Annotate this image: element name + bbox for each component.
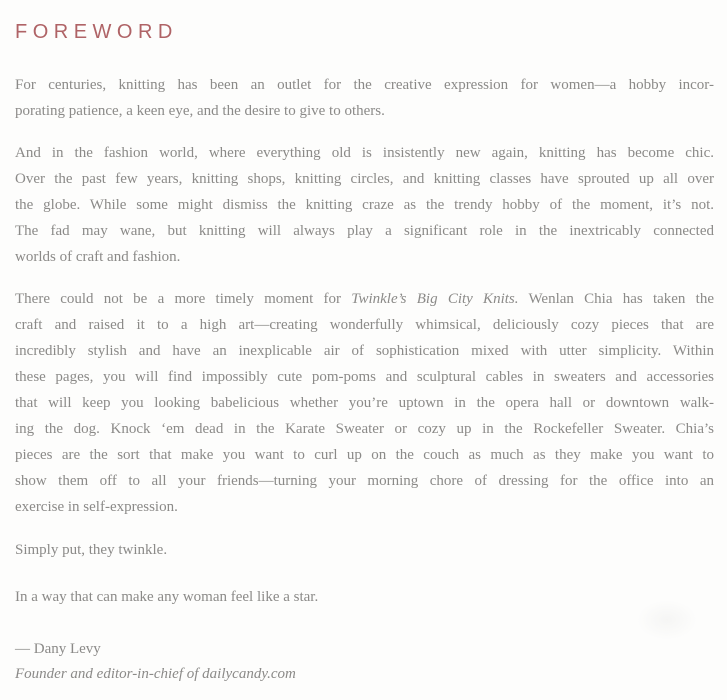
book-title-italic: Twinkle’s Big City Knits. [351, 291, 519, 307]
text-line [15, 468, 714, 494]
text-line [15, 98, 714, 124]
text-run: craft and raised it to a high art—creating wonderfully whimsical, deliciously cozy pieces that are [15, 317, 714, 333]
text-line [15, 166, 714, 192]
text-line [15, 537, 714, 563]
text-run: incredibly stylish and have an inexplicable air of sophistication mixed with utter simplicity. Within [15, 343, 714, 359]
text-line [15, 312, 714, 338]
paragraph-4 [15, 537, 714, 563]
paragraph-5 [15, 584, 714, 610]
paragraph-3 [15, 286, 714, 520]
text-run: The fad may wane, but knitting will always play a significant role in the inextricably connected [15, 223, 714, 239]
text-line [15, 218, 714, 244]
page-title: FOREWORD [15, 21, 178, 43]
text-run: There could not be a more timely moment for [15, 291, 352, 307]
text-run: ing the dog. Knock ‘em dead in the Karate Sweater or cozy up in the Rockefeller Sweater. Chia’s [15, 421, 714, 437]
text-line [15, 364, 714, 390]
text-line [15, 584, 714, 610]
text-run: show them off to all your friends—turning your morning chore of dressing for the office into an [15, 473, 714, 489]
text-run: these pages, you will find impossibly cute pom-poms and sculptural cables in sweaters and accessories [15, 369, 714, 385]
text-line [15, 286, 714, 312]
text-line [15, 390, 714, 416]
text-run: Wenlan Chia has taken the [518, 291, 714, 307]
text-line [15, 72, 714, 98]
text-run: Simply put, they twinkle. [15, 542, 168, 558]
signature-name: — Dany Levy [15, 641, 101, 657]
text-line [15, 244, 714, 270]
text-run: pieces are the sort that make you want to curl up on the couch as much as they make you want to [15, 447, 714, 463]
text-run: the globe. While some might dismiss the knitting craze as the trendy hobby of the moment, it’s not. [15, 197, 714, 213]
foreword-body [15, 72, 714, 610]
text-line [15, 192, 714, 218]
text-run: And in the fashion world, where everything old is insistently new again, knitting has become chic. [15, 145, 714, 161]
text-line [15, 494, 714, 520]
text-run: For centuries, knitting has been an outlet for the creative expression for women—a hobby incor- [15, 77, 714, 93]
text-run: exercise in self-expression. [15, 499, 178, 515]
text-run: worlds of craft and fashion. [15, 249, 181, 265]
paragraph-2 [15, 140, 714, 270]
text-run: In a way that can make any woman feel like a star. [15, 589, 319, 605]
signature-block [15, 637, 714, 687]
text-line [15, 140, 714, 166]
text-run: Over the past few years, knitting shops, knitting circles, and knitting classes have sprouted up all over [15, 171, 714, 187]
text-run: porating patience, a keen eye, and the desire to give to others. [15, 103, 385, 119]
paragraph-1 [15, 72, 714, 124]
text-line [15, 338, 714, 364]
text-line [15, 416, 714, 442]
text-line [15, 442, 714, 468]
text-run: that will keep you looking babelicious whether you’re uptown in the opera hall or downtown walk- [15, 395, 714, 411]
signature-credit: Founder and editor-in-chief of dailycandy.com [15, 666, 296, 682]
